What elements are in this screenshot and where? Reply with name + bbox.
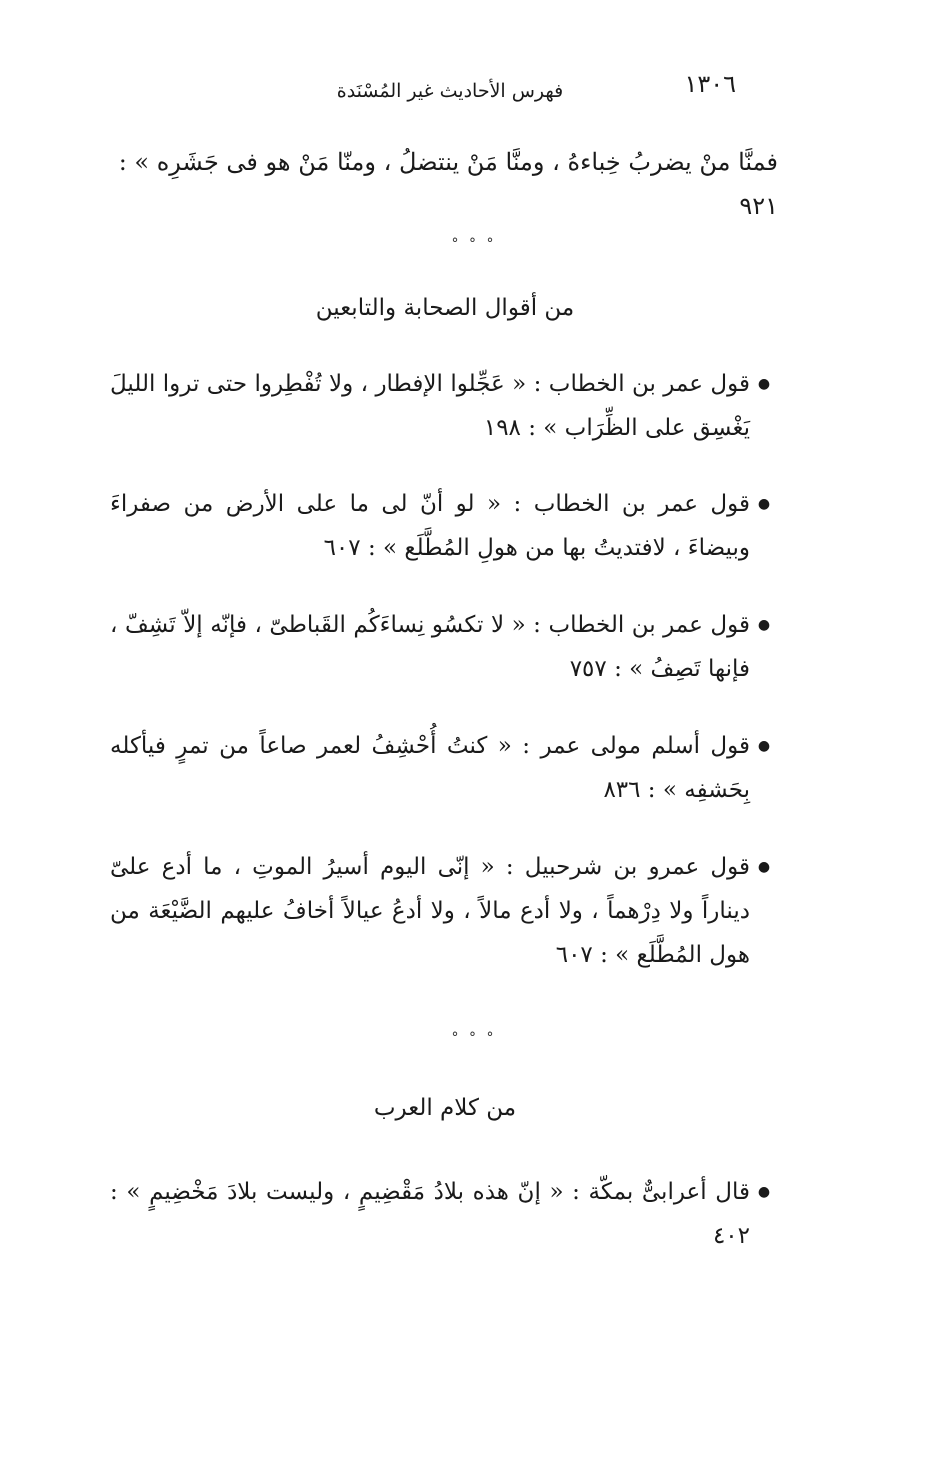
page-number: ١٣٠٦ — [684, 70, 736, 98]
entry-text: قول عمر بن الخطاب : « لا تكسُو نِساءَكُم القَباطىّ ، فإنّه إلاّ تَشِفّ ، فإنها تَصِفُ » : ٧٥٧ — [110, 612, 750, 682]
bullet-icon: ● — [757, 1184, 771, 1200]
section-separator: ° ° ° — [451, 236, 497, 252]
entry-text: قول عمرو بن شرحبيل : « إنّى اليوم أسيرُ الموتِ ، ما أدع علىّ ديناراً ولا دِرْهماً ، ولا أدع مالاً ، ولا أدعُ عيالاً أخافُ عليهم الضَّيْعَة من هول المُطَّلَع » : ٦٠٧ — [110, 854, 750, 968]
section-separator: ° ° ° — [451, 1030, 497, 1046]
list-item — [110, 845, 778, 977]
list-item — [110, 724, 778, 812]
entry-text: قول أسلم مولى عمر : « كنتُ أُحْشِفُ لعمر صاعاً من تمرٍ فيأكله بِحَشفِه » : ٨٣٦ — [110, 733, 750, 803]
list-item — [110, 603, 778, 691]
bullet-icon: ● — [757, 738, 771, 754]
section-title-companions: من أقوال الصحابة والتابعين — [315, 295, 575, 321]
running-header-title: فهرس الأحاديث غير المُسْنَدة — [336, 80, 564, 102]
entry-text: قول عمر بن الخطاب : « لو أنّ لى ما على الأرض من صفراءَ وبيضاءَ ، لافتديتُ بها من هولِ المُطَّلَع » : ٦٠٧ — [110, 491, 750, 561]
list-item — [110, 362, 778, 450]
bullet-icon: ● — [757, 617, 771, 633]
list-item — [110, 482, 778, 570]
entry-text: قال أعرابىٌّ بمكّة : « إنّ هذه بلادُ مَقْضِيمٍ ، وليست بلادَ مَخْضِيمٍ » : ٤٠٢ — [110, 1179, 750, 1249]
continued-hadith-text: فمنَّا منْ يضربُ خِباءهُ ، ومنَّا مَنْ ينتضلُ ، ومنّا مَنْ هو فى جَشَرِه » : ٩٢١ — [118, 148, 778, 220]
section-title-arab-sayings: من كلام العرب — [373, 1095, 517, 1121]
bullet-icon: ● — [757, 496, 771, 512]
bullet-icon: ● — [757, 859, 771, 875]
entry-text: قول عمر بن الخطاب : « عَجِّلوا الإفطار ، ولا تُفْطِروا حتى تروا الليلَ يَغْسِق على الظِّرَاب » : ١٩٨ — [110, 371, 750, 441]
list-item — [110, 1170, 778, 1258]
bullet-icon: ● — [757, 376, 771, 392]
